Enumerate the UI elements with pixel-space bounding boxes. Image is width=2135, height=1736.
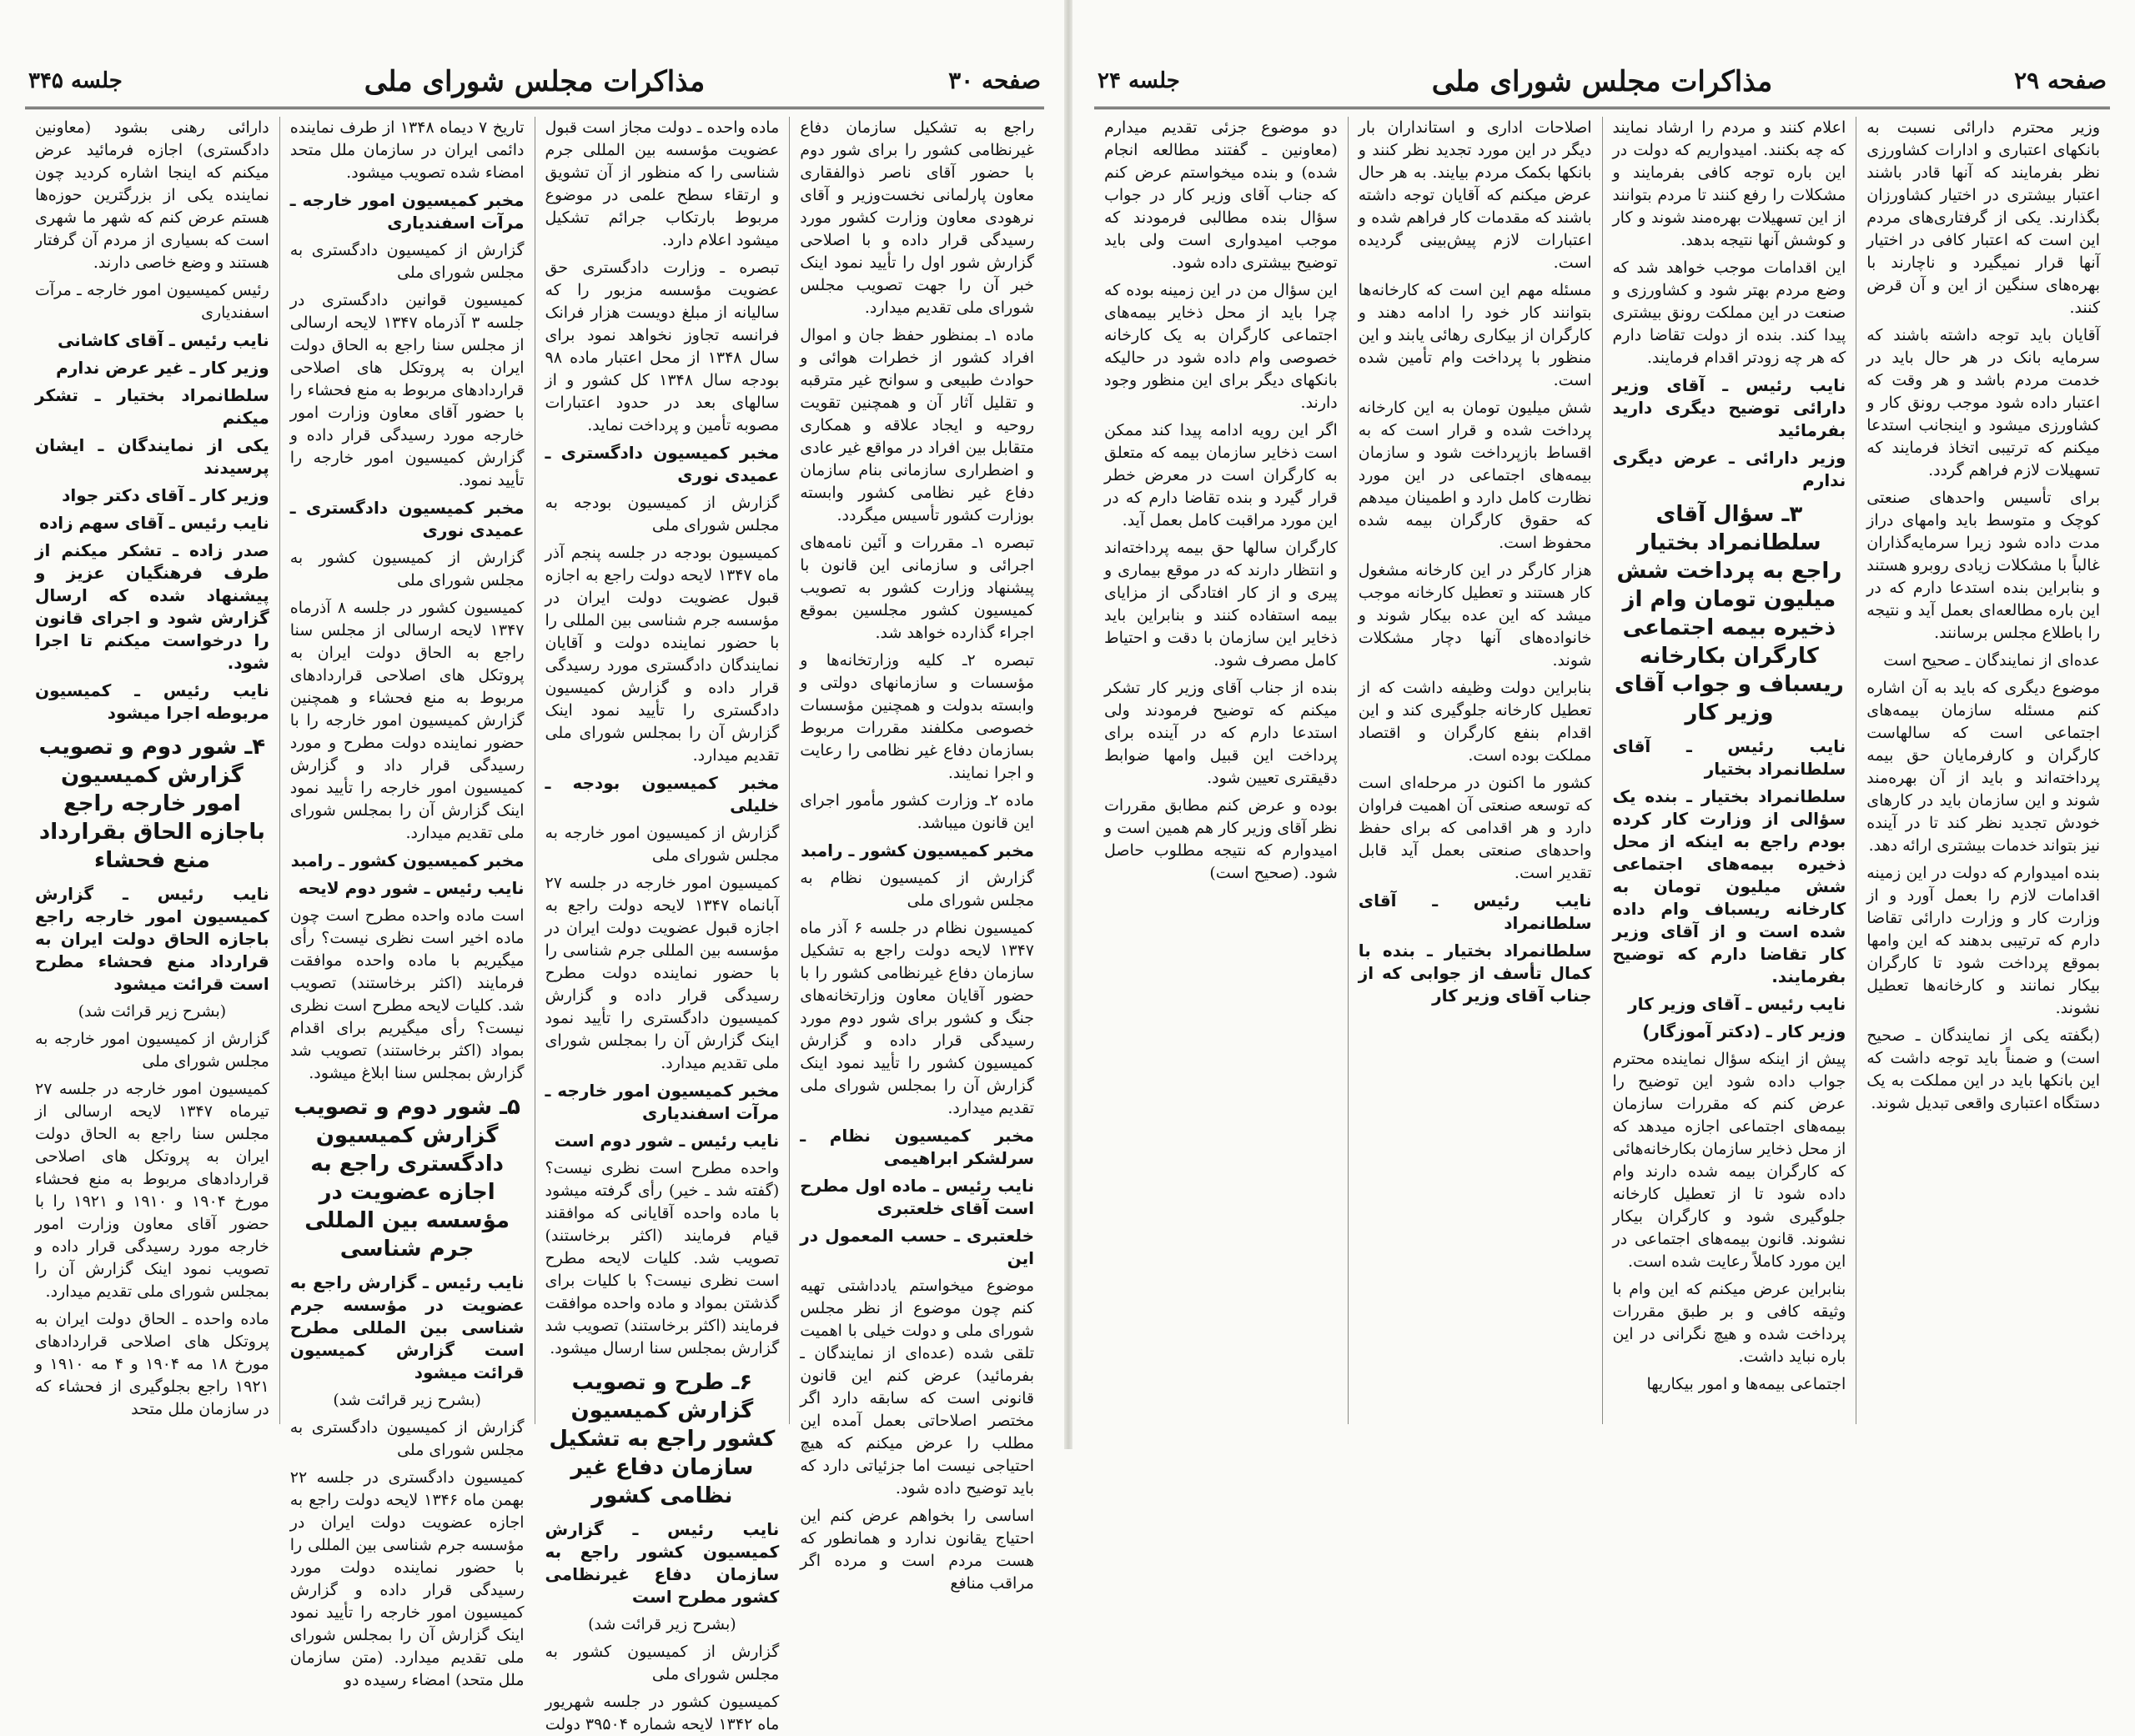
speaker-line: نایب رئیس ـ شور دوم لایحه	[298, 878, 525, 898]
paragraph: بوده و عرض کنم مطابق مقررات نظر آقای وزیر کار هم همین است و امیدوارم که نتیجه مطلوب حاصل شود. (صحیح است)	[1104, 796, 1338, 882]
paragraph: گزارش از کمیسیون دادگستری به مجلس شورای ملی	[289, 1418, 525, 1459]
paragraph: (بگفته یکی از نمایندگان ـ صحیح است) و ضمناً باید توجه داشت که این بانکها باید در این مملکت به یک دستگاه اعتباری واقعی تبدیل شوند.	[1866, 1026, 2100, 1112]
speaker-line: نایب رئیس ـ شور دوم است	[554, 1131, 780, 1151]
speaker-line: نایب رئیس ـ آقای سلطانمراد بختیار	[1612, 736, 1846, 779]
paragraph: دارائی رهنی بشود (معاونین دادگستری) اجازه فرمائید عرض میکنم که اینجا اشاره کردید چون نماینده یکی از بزرگترین حوزه‌ها هستم عرض کنم که شهر ما شهری است که بسیاری از مردم آن گرفتار هستند و وضع خاصی دارند.	[35, 118, 269, 272]
paragraph: (بشرح زیر قرائت شد)	[588, 1615, 736, 1633]
paragraph: کمیسیون کشور در جلسه ۸ آذرماه ۱۳۴۷ لایحه ارسالی از مجلس سنا راجع به الحاق دولت ایران به پروتکل های اصلاحی قراردادهای مربوط به منع فحشاء و همچنین گزارش کمیسیون امور خارجه را با حضور نماینده دولت مطرح و مورد رسیدگی قرار داد و گزارش کمیسیون امور خارجه را تأیید نمود اینک گزارش آن را بمجلس شورای ملی تقدیم میدارد.	[289, 599, 525, 842]
paragraph: (بشرح زیر قرائت شد)	[333, 1391, 481, 1409]
speaker-line: وزیر کار ـ آقای دکتر جواد	[62, 485, 269, 505]
paragraph: این سؤال من در این زمینه بوده که چرا باید از محل ذخایر بیمه‌های اجتماعی کارگران به یک کارخانه خصوصی وام داده شود در حالیکه بانکهای دیگر برای این منظور وجود دارند.	[1104, 281, 1338, 412]
left-page	[0, 0, 1069, 1733]
speaker-line: مخبر کمیسیون دادگستری ـ عمیدی نوری	[289, 498, 525, 540]
speaker-line: نایب رئیس ـ آقای وزیر کار	[1628, 994, 1846, 1014]
speaker-line: یکی از نمایندگان ـ ایشان پرسیدند	[35, 435, 269, 478]
speaker-line: خلعتبری ـ حسب المعمول در این	[800, 1226, 1034, 1268]
paragraph: بنده از جناب آقای وزیر کار تشکر میکنم که توضیح فرمودند ولی استدعا دارم که در آینده برای پرداخت این قبیل وامها ضوابط دقیقتری تعیین شود.	[1104, 679, 1338, 787]
speaker-line: نایب رئیس ـ کمیسیون مربوطه اجرا میشود	[35, 680, 269, 723]
paragraph: بنابراین دولت وظیفه داشت که از تعطیل کارخانه جلوگیری کند و این اقدام بنفع کارگران و اقتصاد مملکت بوده است.	[1358, 679, 1592, 765]
speaker-line: سلطانمراد بختیار ـ بنده با کمال تأسف از جوابی که از جناب آقای وزیر کار	[1358, 941, 1592, 1006]
section-heading: ۴ـ شور دوم و تصویب گزارش کمیسیون امور خارجه راجع باجازه الحاق بقرارداد منع فحشاء	[38, 735, 266, 873]
paragraph: بنده امیدوارم که دولت در این زمینه اقدامات لازم را بعمل آورد و از وزارت کار و وزارت دارائی تقاضا دارم که ترتیبی بدهند که این وامها بموقع پرداخت شود تا کارگران بیکار نمانند و کارخانه‌ها تعطیل نشوند.	[1866, 864, 2100, 1017]
paragraph: کمیسیون دادگستری در جلسه ۲۲ بهمن ماه ۱۳۴۶ لایحه دولت راجع به اجازه عضویت دولت ایران در مؤسسه جرم شناسی بین المللی را با حضور نماینده دولت مورد رسیدگی قرار داده و گزارش کمیسیون امور خارجه را تأیید نمود اینک گزارش آن را بمجلس شورای ملی تقدیم میدارد. (متن سازمان ملل متحد) امضاء رسیده دو	[289, 1468, 525, 1689]
right-page-header	[1094, 60, 2110, 109]
speaker-line: نایب رئیس ـ گزارش کمیسیون کشور راجع به سازمان دفاع غیرنظامی کشور مطرح است	[545, 1519, 780, 1607]
paragraph: ماده واحده ـ الحاق دولت ایران به پروتکل های اصلاحی قراردادهای مورخ ۱۸ مه ۱۹۰۴ و ۴ مه ۱۹۱۰ و ۱۹۲۱ راجع بجلوگیری از فحشاء که در سازمان ملل متحد	[35, 1310, 269, 1418]
section-heading: ۶ـ طرح و تصویب گزارش کمیسیون کشور راجع به تشکیل سازمان دفاع غیر نظامی کشور	[549, 1370, 776, 1508]
speaker-line: نایب رئیس ـ آقای وزیر دارائی توضیح دیگری دارید بفرمائید	[1612, 375, 1846, 440]
paragraph: ماده ۱ـ بمنظور حفظ جان و اموال افراد کشور از خطرات هوائی و حوادث طبیعی و سوانح غیر مترقبه و تقلیل آثار آن و همچنین تقویت روحیه و ایجاد علاقه و همکاری متقابل بین افراد در مواقع غیر عادی و اضطراری سازمانی بنام سازمان دفاع غیر نظامی کشور وابسته بوزارت کشور تأسیس میگردد.	[800, 326, 1035, 524]
paragraph: گزارش از کمیسیون امور خارجه به مجلس شورای ملی	[35, 1030, 269, 1071]
speaker-line: مخبر کمیسیون دادگستری ـ عمیدی نوری	[545, 443, 780, 485]
paragraph: کمیسیون کشور در جلسه شهریور ماه ۱۳۴۲ لایحه شماره ۳۹۵۰۴ دولت	[545, 1693, 780, 1733]
paragraph: گزارش از کمیسیون دادگستری به مجلس شورای ملی	[289, 241, 525, 282]
paragraph: ماده واحده ـ دولت مجاز است قبول عضویت مؤسسه بین المللی جرم شناسی را که منظور از آن تشویق و ارتقاء سطح علمی در موضوع مربوط بارتکاب جرائم تشکیل میشود اعلام دارد.	[545, 118, 780, 249]
speaker-line: مخبر کمیسیون کشور ـ رامبد	[801, 840, 1034, 860]
text-column	[535, 117, 790, 1733]
paragraph: راجع به تشکیل سازمان دفاع غیرنظامی کشور را برای شور دوم با حضور آقای ناصر ذوالفقاری معاون پارلمانی نخست‌وزیر و آقای نرهودی معاون وزارت کشور مورد رسیدگی قرار داده و با اصلاحی گزارش شور اول را تأیید نمود اینک خبر آن را جهت تصویب مجلس شورای ملی تقدیم میدارد.	[800, 118, 1034, 317]
session-number: جلسه ۲۴	[1098, 68, 1180, 93]
speaker-line: سلطانمراد بختیار ـ تشکر میکنم	[35, 385, 269, 428]
paragraph: گزارش از کمیسیون کشور به مجلس شورای ملی	[545, 1643, 780, 1683]
page-title: مذاکرات مجلس شورای ملی	[1431, 65, 1773, 98]
paragraph: پیش از اینکه سؤال نماینده محترم جواب داده شود این توضیح را عرض کنم که مقررات سازمان بیمه‌های اجتماعی اجازه میدهد که از محل ذخایر سازمان بکارخانه‌هائی که کارگران بیمه شده دارند وام داده شود تا از تعطیل کارخانه جلوگیری شود و کارگران بیکار نشوند. قانون بیمه‌های اجتماعی در این مورد کاملاً رعایت شده است.	[1612, 1050, 1846, 1271]
paragraph: وزیر محترم دارائی نسبت به بانکهای اعتباری و ادارات کشاورزی نظر بفرمایند که آنها قادر باشند اعتبار بیشتری در اختیار کشاورزان بگذارند. یکی از گرفتاری‌های مردم این است که اعتبار کافی در اختیار آنها قرار نمیگیرد و ناچارند با بهره‌های سنگین از این و آن قرض کنند.	[1866, 118, 2100, 317]
right-page-columns	[1094, 117, 2110, 1424]
paragraph: تبصره ۲ـ کلیه وزارتخانه‌ها و مؤسسات و سازمانهای دولتی و وابسته بدولت و همچنین مؤسسات خصوصی مکلفند مقررات مربوط بسازمان دفاع غیر نظامی را رعایت و اجرا نمایند.	[800, 651, 1034, 782]
paragraph: این اقدامات موجب خواهد شد که وضع مردم بهتر شود و کشاورزی و صنعت در این مملکت رونق بیشتری پیدا کند. بنده از دولت تقاضا دارم که هر چه زودتر اقدام فرمایند.	[1612, 258, 1846, 367]
section-heading: ۵ـ شور دوم و تصویب گزارش کمیسیون دادگستری راجع به اجازه عضویت در مؤسسه بین المللی جرم شناسی	[294, 1095, 520, 1262]
paragraph: کمیسیون قوانین دادگستری در جلسه ۳ آذرماه ۱۳۴۷ لایحه ارسالی از مجلس سنا راجع به الحاق دولت ایران به پروتکل های اصلاحی قراردادهای مربوط به منع فحشاء را با حضور آقای معاون وزارت امور خارجه مورد رسیدگی قرار داده و گزارش کمیسیون امور خارجه را تأیید نمود.	[289, 291, 525, 489]
text-column	[25, 117, 279, 1424]
paragraph: گزارش از کمیسیون بودجه به مجلس شورای ملی	[545, 494, 780, 534]
paragraph: تبصره ۱ـ مقررات و آئین نامه‌های اجرائی و سازمانی این قانون با پیشنهاد وزارت کشور به تصویب کمیسیون کشور مجلسین بموقع اجراء گذارده خواهد شد.	[800, 534, 1034, 642]
speaker-line: وزیر کار ـ غیر عرض ندارم	[56, 358, 269, 378]
paragraph: شش میلیون تومان به این کارخانه پرداخت شده و قرار است که به اقساط بازپرداخت شود و سازمان بیمه‌های اجتماعی در این مورد نظارت کامل دارد و اطمینان میدهم که حقوق کارگران بیمه شده محفوظ است.	[1358, 399, 1592, 552]
speaker-line: وزیر دارائی ـ عرض دیگری ندارم	[1612, 448, 1846, 490]
paragraph: اصلاحات اداری و استانداران بار دیگر در این مورد تجدید نظر کنند و بانکها بکمک مردم بیایند. به هر حال عرض میکنم که آقایان توجه داشته باشند که مقدمات کار فراهم شده و اعتبارات لازم پیش‌بینی گردیده است.	[1358, 118, 1592, 272]
paragraph: عده‌ای از نمایندگان ـ صحیح است	[1883, 651, 2100, 670]
page-number: صفحه ۳۰	[948, 67, 1041, 94]
paragraph: گزارش از کمیسیون نظام به مجلس شورای ملی	[800, 869, 1034, 910]
paragraph: کشور ما اکنون در مرحله‌ای است که توسعه صنعتی آن اهمیت فراوان دارد و هر اقدامی که برای حفظ واحدهای صنعتی بعمل آید قابل تقدیر است.	[1358, 774, 1592, 882]
paragraph: کمیسیون بودجه در جلسه پنجم آذر ماه ۱۳۴۷ لایحه دولت راجع به اجازه قبول عضویت دولت ایران در مؤسسه جرم شناسی بین المللی را با حضور نماینده دولت و آقایان نمایندگان دادگستری مورد رسیدگی قرار داده و گزارش کمیسیون دادگستری را تأیید نمود اینک گزارش آن را بمجلس شورای ملی تقدیم میدارد.	[545, 544, 780, 765]
paragraph: اساسی را بخواهم عرض کنم این احتیاج یقانون ندارد و همانطور که هست مردم است و مرده اگر مراقب منافع	[800, 1507, 1034, 1593]
paragraph: موضوع میخواستم یادداشتی تهیه کنم چون موضوع از نظر مجلس شورای ملی و دولت خیلی با اهمیت تلقی شده (عده‌ای از نمایندگان ـ بفرمائید) عرض کنم این قانون قانونی است که سابقه دارد اگر مختصر اصلاحاتی بعمل آمده این مطلب را عرض میکنم که هیچ احتیاجی نیست اما جزئیاتی دارد که باید توضیح داده شود.	[800, 1277, 1034, 1498]
paragraph: مسئله مهم این است که کارخانه‌ها بتوانند کار خود را ادامه دهند و کارگران از بیکاری رهائی یابند و این منظور با پرداخت وام تأمین شده است.	[1358, 281, 1592, 389]
paragraph: واحده مطرح است نظری نیست؟ (گفته شد ـ خیر) رأی گرفته میشود با ماده واحده آقایانی که موافقند قیام فرمایند (اکثر برخاستند) تصویب شد. کلیات لایحه مطرح است نظری نیست؟ با کلیات برای گذشتن بمواد و ماده واحده موافقت فرمایند (اکثر برخاستند) تصویب شد گزارش بمجلس سنا ارسال میشود.	[545, 1159, 780, 1357]
paragraph: کمیسیون امور خارجه در جلسه ۲۷ آبانماه ۱۳۴۷ لایحه دولت راجع به اجازه قبول عضویت دولت ایران در مؤسسه بین المللی جرم شناسی را با حضور نماینده دولت مطرح رسیدگی قرار داده و گزارش کمیسیون دادگستری را تأیید نمود اینک گزارش آن را بمجلس شورای ملی تقدیم میدارد.	[545, 874, 780, 1072]
paragraph: گزارش از کمیسیون امور خارجه به مجلس شورای ملی	[545, 824, 780, 865]
paragraph: کمیسیون امور خارجه در جلسه ۲۷ تیرماه ۱۳۴۷ لایحه ارسالی از مجلس سنا راجع به الحاق دولت ایران به پروتکل های اصلاحی قراردادهای مربوط به منع فحشاء مورخ ۱۹۰۴ و ۱۹۱۰ و ۱۹۲۱ را با حضور آقای معاون وزارت امور خارجه مورد رسیدگی قرار داده و تصویب نمود اینک گزارش آن را بمجلس شورای ملی تقدیم میدارد.	[35, 1080, 269, 1301]
paragraph: اجتماعی بیمه‌ها و امور بیکاریها	[1646, 1375, 1846, 1393]
text-column	[279, 117, 535, 1689]
paragraph: برای تأسیس واحدهای صنعتی کوچک و متوسط باید وامهای دراز مدت داده شود زیرا سرمایه‌گذاران غالباً با مشکلات زیادی روبرو هستند و بنابراین بنده استدعا دارم که در این باره مطالعه‌ای بعمل آید و نتیجه را باطلاع مجلس برسانند.	[1866, 489, 2100, 642]
paragraph: کمیسیون نظام در جلسه ۶ آذر ماه ۱۳۴۷ لایحه دولت راجع به تشکیل سازمان دفاع غیرنظامی کشور را با حضور آقایان معاون وزارتخانه‌های جنگ و کشور برای شور دوم مورد رسیدگی قرار داده و گزارش کمیسیون کشور را تأیید نمود اینک گزارش آن را بمجلس شورای ملی تقدیم میدارد.	[800, 919, 1034, 1117]
speaker-line: نایب رئیس ـ گزارش راجع به عضویت در مؤسسه جرم شناسی بین المللی مطرح است گزارش کمیسیون قرائت میشود	[289, 1272, 525, 1382]
speaker-line: وزیر کار ـ (دکتر آموزگار)	[1642, 1021, 1846, 1041]
page-title: مذاکرات مجلس شورای ملی	[364, 65, 706, 98]
paragraph: (بشرح زیر قرائت شد)	[78, 1002, 227, 1021]
text-column	[1602, 117, 1856, 1424]
speaker-line: مخبر کمیسیون بودجه ـ خلیلی	[545, 773, 780, 815]
speaker-line: نایب رئیس ـ گزارش کمیسیون امور خارجه راجع باجازه الحاق دولت ایران به قرارداد منع فحشاء مطرح است قرائت میشود	[35, 884, 269, 994]
speaker-line: سلطانمراد بختیار ـ بنده یک سؤالی از وزارت کار کرده بودم راجع به اینکه از محل ذخیره بیمه‌های اجتماعی شش میلیون تومان به کارخانه ریسباف وام داده شده است و از آقای وزیر کار تقاضا دارم که توضیح بفرمایند.	[1612, 786, 1846, 986]
paragraph: بنابراین عرض میکنم که این وام با وثیقه کافی و بر طبق مقررات پرداخت شده و هیچ نگرانی در این باره نباید داشت.	[1612, 1280, 1846, 1366]
paragraph: کارگران سالها حق بیمه پرداخته‌اند و انتظار دارند که در موقع بیماری و پیری و از کار افتادگی از مزایای بیمه استفاده کنند و بنابراین باید ذخایر این سازمان با دقت و احتیاط کامل مصرف شود.	[1104, 539, 1338, 670]
speaker-line: نایب رئیس ـ ماده اول مطرح است آقای خلعتبری	[800, 1176, 1034, 1218]
speaker-line: مخبر کمیسیون نظام ـ سرلشکر ابراهیمی	[800, 1126, 1034, 1168]
paragraph: گزارش از کمیسیون کشور به مجلس شورای ملی	[289, 549, 525, 590]
paragraph: تاریخ ۷ دیماه ۱۳۴۸ از طرف نماینده دائمی ایران در سازمان ملل متحد امضاء شده تصویب میشود.	[289, 118, 525, 182]
session-number: جلسه ۳۴۵	[28, 68, 123, 93]
paragraph: ماده ۲ـ وزارت کشور مأمور اجرای این قانون میباشد.	[800, 791, 1035, 832]
text-column	[789, 117, 1044, 1593]
paragraph: رئیس کمیسیون امور خارجه ـ مرآت اسفندیاری	[35, 281, 269, 322]
paragraph: دو موضوع جزئی تقدیم میدارم (معاونین ـ گفتند مطالعه انجام شده) و بنده میخواستم عرض کنم که جناب آقای وزیر کار در جواب سؤال بنده مطالبی فرمودند که موجب امیدواری است ولی باید توضیح بیشتری داده شود.	[1104, 118, 1338, 272]
speaker-line: نایب رئیس ـ آقای کاشانی	[58, 330, 269, 350]
speaker-line: صدر زاده ـ تشکر میکنم از طرف فرهنگیان عزیز و پیشنهاد شده که ارسال گزارش شود و اجرای قانون را درخواست میکنم تا اجرا شود.	[35, 540, 269, 673]
paragraph: اعلام کنند و مردم را ارشاد نمایند که چه بکنند. امیدواریم که دولت در این باره توجه کافی بفرمایند و مشکلات را رفع کنند تا مردم بتوانند از این تسهیلات بهره‌مند شوند و کار و کوشش آنها نتیجه بدهد.	[1612, 118, 1846, 249]
page-number: صفحه ۲۹	[2014, 67, 2107, 94]
paragraph: هزار کارگر در این کارخانه مشغول کار هستند و تعطیل کارخانه موجب میشد که این عده بیکار شوند و خانواده‌های آنها دچار مشکلات شوند.	[1358, 561, 1592, 670]
text-column	[1348, 117, 1602, 1424]
paragraph: آقایان باید توجه داشته باشند که سرمایه بانک در هر حال باید در خدمت مردم باشد و هر وقت که اعتبار داده شود موجب رونق کار و کشاورزی میشود و اینجانب استدعا میکنم که ترتیبی اتخاذ فرمایند که تسهیلات لازم فراهم گردد.	[1866, 326, 2100, 479]
paragraph: است ماده واحده مطرح است چون ماده اخیر است نظری نیست؟ رأی میگیریم با ماده واحده موافقت فرمایند (اکثر برخاستند) تصویب شد. کلیات لایحه مطرح است نظری نیست؟ رأی میگیریم برای اقدام بمواد (اکثر برخاستند) تصویب شد گزارش بمجلس سنا ابلاغ میشود.	[289, 906, 525, 1082]
left-page-columns	[25, 117, 1044, 1733]
section-heading: ۳ـ سؤال آقای سلطانمراد بختیار راجع به پرداخت شش میلیون تومان وام از ذخیره بیمه اجتماعی کارگران بکارخانه ریسباف و جواب آقای وزیر کار	[1615, 502, 1844, 725]
speaker-line: مخبر کمیسیون امور خارجه ـ مرآت اسفندیاری	[289, 190, 525, 233]
right-page	[1069, 0, 2135, 1449]
paragraph: موضوع دیگری که باید به آن اشاره کنم مسئله سازمان بیمه‌های اجتماعی است که سالهاست کارگران و کارفرمایان حق بیمه پرداخته‌اند و باید از آن بهره‌مند شوند و این سازمان باید در کارهای خودش تجدید نظر کند تا در آینده نیز بتواند خدمات بیشتری ارائه دهد.	[1866, 679, 2100, 855]
text-column	[1856, 117, 2110, 1424]
left-page-header	[25, 60, 1044, 109]
text-column	[1094, 117, 1348, 1424]
speaker-line: مخبر کمیسیون کشور ـ رامبد	[290, 850, 525, 871]
speaker-line: نایب رئیس ـ آقای سلطانمراد	[1358, 891, 1592, 933]
speaker-line: نایب رئیس ـ آقای سهم زاده	[39, 513, 269, 533]
paragraph: تبصره ـ وزارت دادگستری حق عضویت مؤسسه مزبور را که سالیانه از مبلغ دویست هزار فرانک فرانسه تجاوز نخواهد نمود برای سال ۱۳۴۸ از محل اعتبار ماده ۹۸ بودجه سال ۱۳۴۸ کل کشور و از سالهای بعد در حدود اعتبارات مصوبه تأمین و پرداخت نماید.	[545, 258, 780, 434]
paragraph: اگر این رویه ادامه پیدا کند ممکن است ذخایر سازمان بیمه که متعلق به کارگران است در معرض خطر قرار گیرد و بنده تقاضا دارم که در این مورد مراقبت کامل بعمل آید.	[1104, 421, 1338, 529]
speaker-line: مخبر کمیسیون امور خارجه ـ مرآت اسفندیاری	[545, 1081, 780, 1123]
